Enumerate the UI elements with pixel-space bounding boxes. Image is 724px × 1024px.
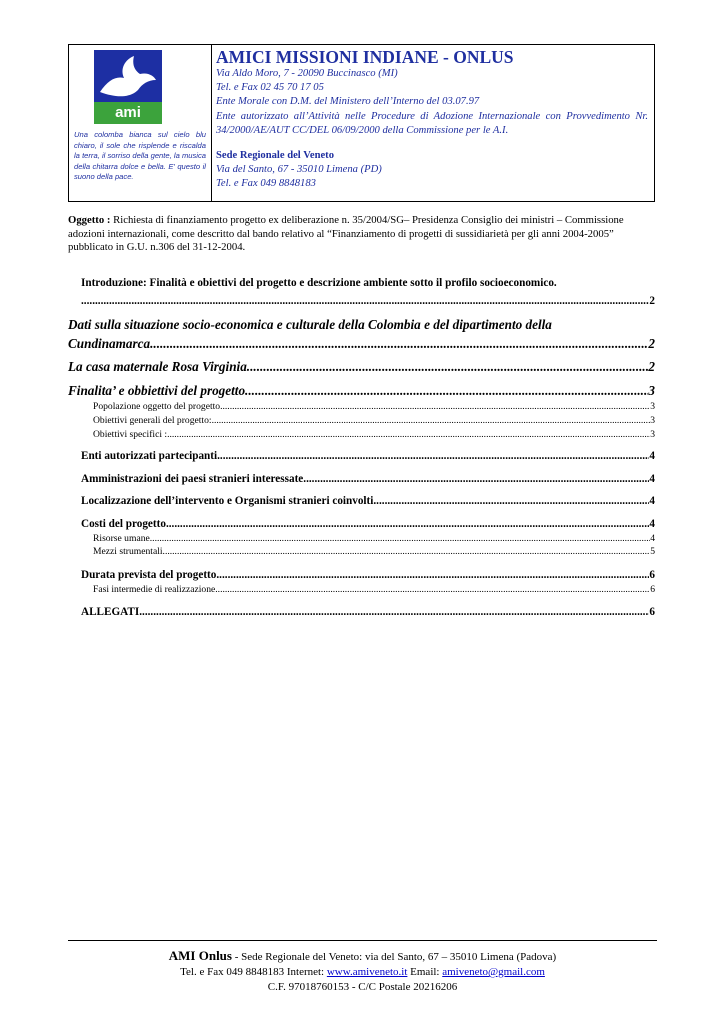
- ami-dove-logo: [94, 50, 162, 124]
- toc-entry-fasi-intermedie[interactable]: Fasi intermedie di realizzazione ..... 6: [93, 584, 655, 595]
- letterhead-box: [68, 44, 655, 202]
- toc-entry-dati[interactable]: Dati sulla situazione socio-economica e culturale della Colombia e del dipartimento della: [68, 317, 552, 332]
- toc-entry-allegati[interactable]: ALLEGATI ..... 6: [81, 606, 655, 618]
- regional-phone: Tel. e Fax 049 8848183: [216, 178, 316, 190]
- footer: [68, 948, 657, 995]
- toc-entry-amministrazioni[interactable]: Amministrazioni dei paesi stranieri interessate. ..... 4: [81, 473, 655, 485]
- footer-org: AMI Onlus: [168, 948, 232, 963]
- oggetto-label: Oggetto :: [68, 214, 111, 226]
- toc-entry-durata[interactable]: Durata prevista del progetto ..... 6: [81, 569, 655, 581]
- toc-entry-dati-cont[interactable]: Cundinamarca ..... 2: [68, 336, 655, 352]
- toc-entry-intro-dots[interactable]: ..... 2: [81, 295, 655, 307]
- org-address: Via Aldo Moro, 7 - 20090 Buccinasco (MI): [216, 68, 398, 79]
- toc-entry-risorse-umane[interactable]: Risorse umane ..... 4: [93, 533, 655, 544]
- toc-entry-costi[interactable]: Costi del progetto ..... 4: [81, 518, 655, 530]
- regional-title: Sede Regionale del Veneto: [216, 150, 334, 162]
- toc-entry-localizzazione[interactable]: Localizzazione dell’intervento e Organismi stranieri coinvolti. ..... 4: [81, 495, 655, 507]
- toc-entry-obiettivi-generali[interactable]: Obiettivi generali del progetto: ..... 3: [93, 415, 655, 426]
- footer-divider: [68, 940, 657, 941]
- footer-line-2: [68, 965, 657, 980]
- tagline: Una colomba bianca sul cielo blu chiaro, il sole che risplende e riscalda la terra, il sorriso della gente, la musica della chitarra dolce e bella. E' questo il suono della pace.: [74, 130, 206, 181]
- footer-email-label: Email:: [407, 966, 443, 978]
- org-phone: Tel. e Fax 02 45 70 17 05: [216, 82, 324, 94]
- regional-address: Via del Santo, 67 - 35010 Limena (PD): [216, 164, 382, 176]
- toc-entry-obiettivi-specifici[interactable]: Obiettivi specifici : ..... 3: [93, 429, 655, 440]
- toc-entry-intro[interactable]: Introduzione: Finalità e obiettivi del progetto e descrizione ambiente sotto il profilo socioeconomico.: [81, 277, 557, 289]
- authorization: Ente autorizzato all’Attività nelle Procedure di Adozione Internazionale con Provvedimento Nr. 34/2000/AE/AUT CC/DEL 06/09/2000 della Commissione per le A.I.: [216, 110, 648, 136]
- oggetto-paragraph: [68, 214, 655, 255]
- org-info: [216, 47, 648, 191]
- footer-line-1: [68, 948, 657, 965]
- logo-column: [69, 45, 212, 201]
- toc-entry-mezzi-strumentali[interactable]: Mezzi strumentali ..... 5: [93, 546, 655, 557]
- toc-entry-casa[interactable]: La casa maternale Rosa Virginia ..... 2: [68, 359, 655, 375]
- toc-entry-popolazione[interactable]: Popolazione oggetto del progetto ..... 3: [93, 401, 655, 412]
- footer-address: - Sede Regionale del Veneto: via del Santo, 67 – 35010 Limena (Padova): [231, 951, 557, 963]
- toc-entry-enti[interactable]: Enti autorizzati partecipanti. ..... 4: [81, 450, 655, 462]
- toc-entry-finalita[interactable]: Finalita’ e obbiettivi del progetto ..... 3: [68, 383, 655, 399]
- org-title: AMICI MISSIONI INDIANE - ONLUS: [216, 47, 514, 67]
- oggetto-text: Richiesta di finanziamento progetto ex deliberazione n. 35/2004/SG– Presidenza Consiglio dei ministri – Commissione adozioni internazionali, come descritto dal bando relativo al “Finanziamento di progetti di sussidiarietà per gli anni 2004-2005” pubblicato in G.U. n.306 del 31-12-2004.: [68, 214, 624, 254]
- logo-text: ami: [115, 104, 141, 121]
- website-link[interactable]: www.amiveneto.it: [326, 966, 408, 978]
- footer-phone: Tel. e Fax 049 8848183 Internet:: [180, 966, 327, 978]
- footer-line-3: C.F. 97018760153 - C/C Postale 20216206: [267, 981, 458, 993]
- email-link[interactable]: amiveneto@gmail.com: [442, 966, 545, 978]
- ente-morale: Ente Morale con D.M. del Ministero dell’Interno del 03.07.97: [216, 96, 480, 108]
